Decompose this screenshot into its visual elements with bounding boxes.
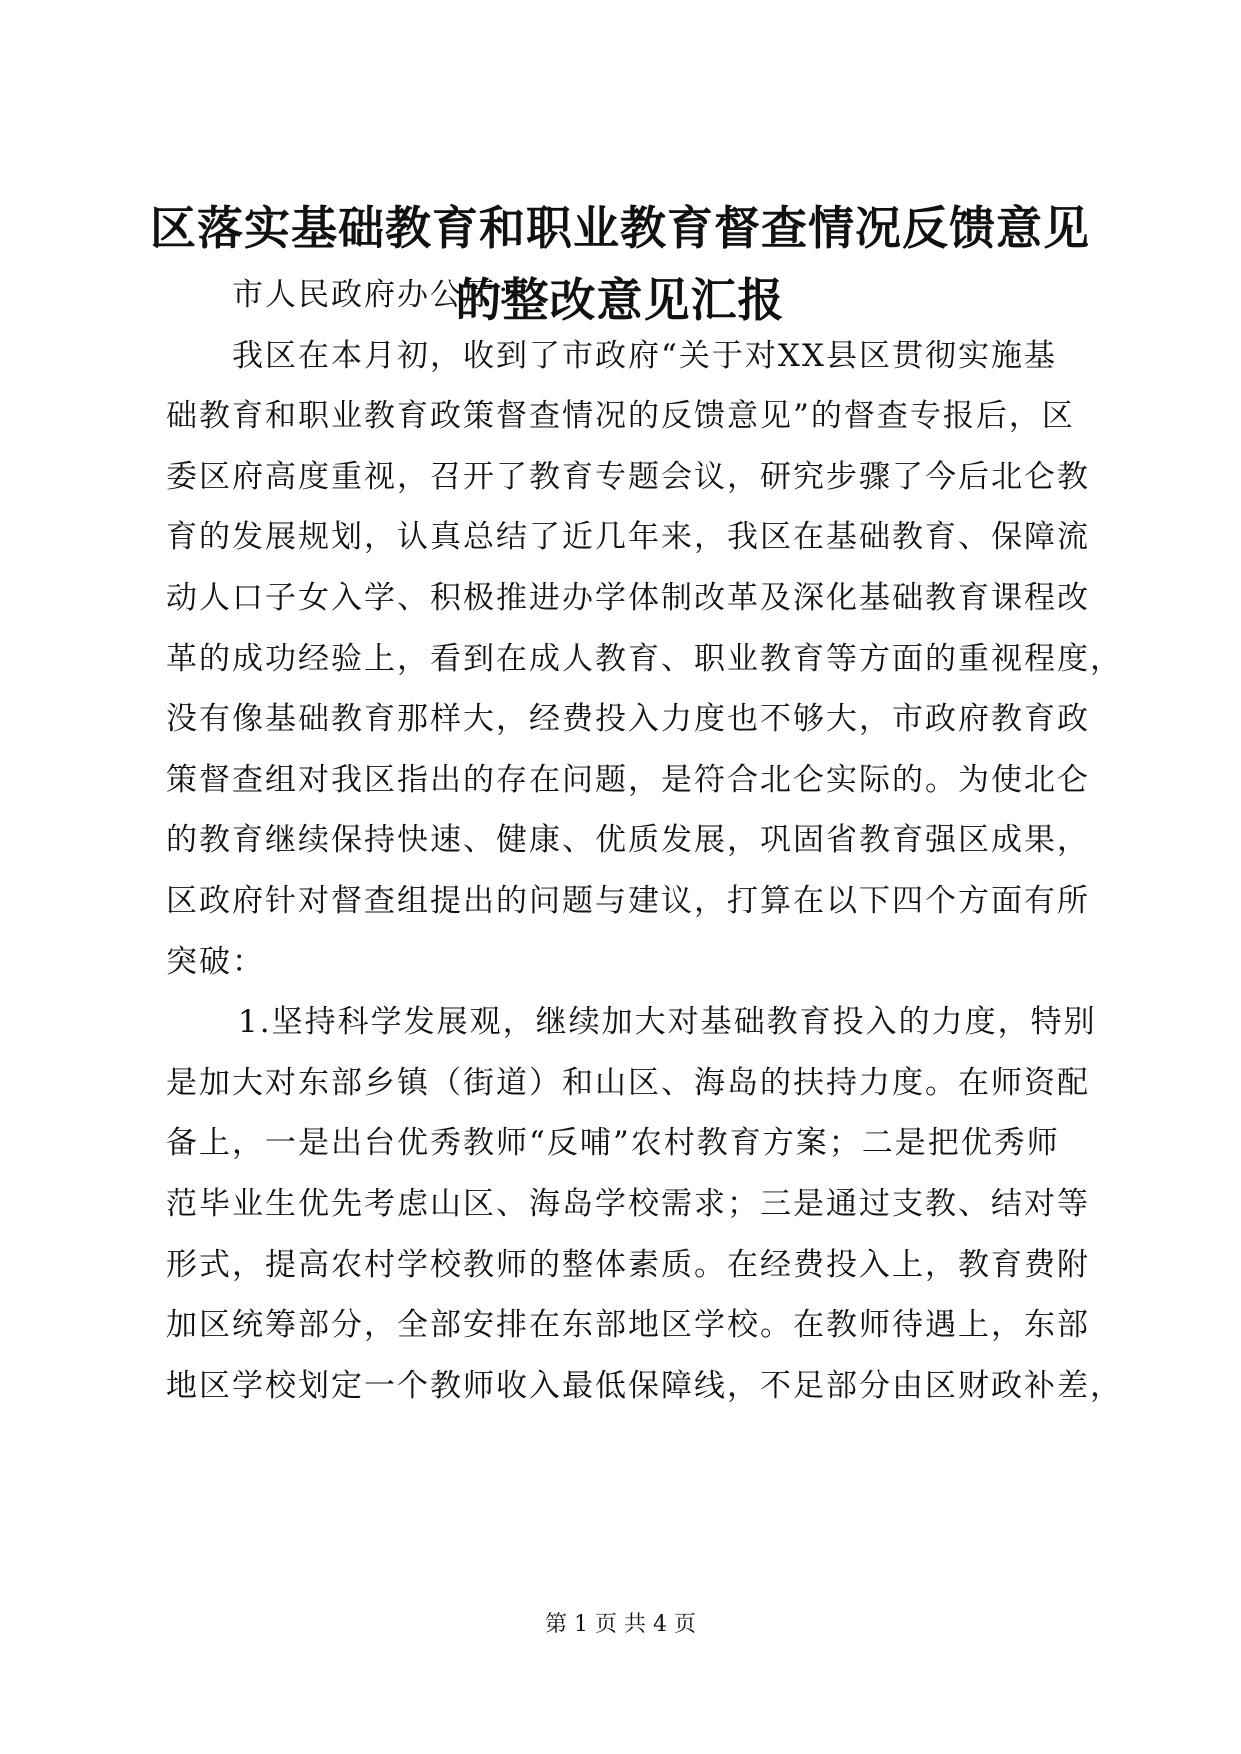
paragraph-2-line: 加区统筹部分，全部安排在东部地区学校。在教师待遇上，东部 xyxy=(166,1307,1090,1344)
document-title-line-2: 的整改意见汇报 xyxy=(455,273,785,327)
paragraph-1-line: 没有像基础教育那样大，经费投入力度也不够大，市政府教育政 xyxy=(166,701,1090,738)
paragraph-1-line: 委区府高度重视，召开了教育专题会议，研究步骤了今后北仑教 xyxy=(166,458,1090,495)
paragraph-1-line: 我区在本月初，收到了市政府“关于对XX县区贯彻实施基 xyxy=(232,337,1057,374)
paragraph-1-line: 育的发展规划，认真总结了近几年来，我区在基础教育、保障流 xyxy=(166,519,1090,556)
document-title-line-1: 区落实基础教育和职业教育督查情况反馈意见 xyxy=(150,201,1090,255)
paragraph-2-line: 是加大对东部乡镇（街道）和山区、海岛的扶持力度。在师资配 xyxy=(166,1064,1090,1101)
paragraph-2-line: 地区学校划定一个教师收入最低保障线，不足部分由区财政补差， xyxy=(166,1367,1123,1404)
salutation: 市人民政府办公厅： xyxy=(232,277,529,313)
paragraph-1-line: 动人口子女入学、积极推进办学体制改革及深化基础教育课程改 xyxy=(166,579,1090,616)
page-footer xyxy=(0,1610,1241,1640)
paragraph-1-line: 区政府针对督查组提出的问题与建议，打算在以下四个方面有所 xyxy=(166,882,1090,919)
paragraph-1-line: 突破： xyxy=(166,943,265,980)
paragraph-2-line: 1.坚持科学发展观，继续加大对基础教育投入的力度，特别 xyxy=(238,1004,1097,1041)
document-body xyxy=(166,265,1123,1416)
paragraph-1-line: 革的成功经验上，看到在成人教育、职业教育等方面的重视程度， xyxy=(166,640,1123,677)
paragraph-2-line: 范毕业生优先考虑山区、海岛学校需求；三是通过支教、结对等 xyxy=(166,1185,1090,1222)
paragraph-1-line: 的教育继续保持快速、健康、优质发展，巩固省教育强区成果， xyxy=(166,822,1090,859)
page-number: 第 1 页 共 4 页 xyxy=(545,1612,696,1637)
paragraph-1-line: 础教育和职业教育政策督查情况的反馈意见”的督查专报后，区 xyxy=(166,398,1075,435)
paragraph-1-line: 策督查组对我区指出的存在问题，是符合北仑实际的。为使北仑 xyxy=(166,761,1090,798)
paragraph-2-line: 形式，提高农村学校教师的整体素质。在经费投入上，教育费附 xyxy=(166,1246,1090,1283)
paragraph-2-line: 备上，一是出台优秀教师“反哺”农村教育方案；二是把优秀师 xyxy=(166,1125,1060,1162)
